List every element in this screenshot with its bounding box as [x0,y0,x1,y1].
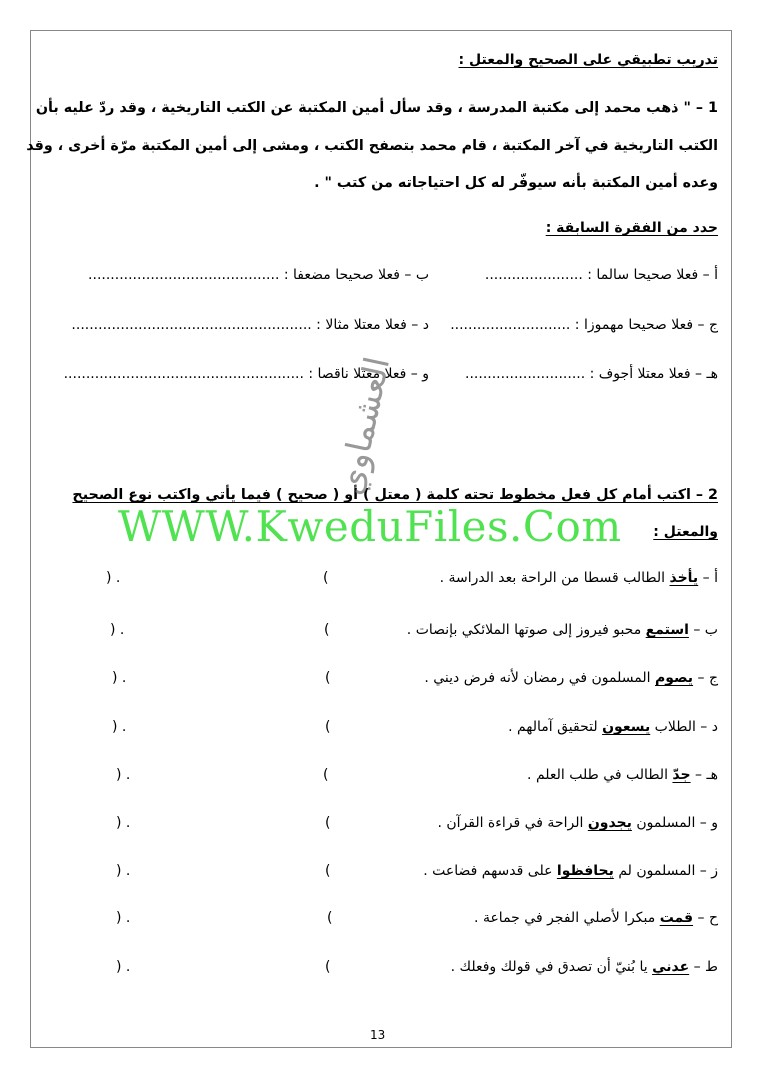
paragraph-line-2: الكتب التاريخية في آخر المكتبة ، قام محمد بتصفح الكتب ، ومشى إلى أمين المكتبة مرّة أخرى ، وقد [26,138,718,154]
blank-a: أ – فعلا صحيحا سالما : ...................... [484,267,718,283]
blank-f: و – فعلا معتلا ناقصا : ...................................................... [63,366,429,382]
paragraph-line-1: 1 – " ذهب محمد إلى مكتبة المدرسة ، وقد سأل أمين المكتبة عن الكتب التاريخية ، وقد ردّ عليه بأن [35,100,718,116]
answer-paren-close: ) . [110,622,125,638]
item-text: المسلمون في رمضان لأنه فرض ديني . [424,670,655,686]
item-text: لتحقيق آمالهم . [508,719,603,735]
blank-c: ج – فعلا صحيحا مهموزا : ........................... [450,317,718,333]
list-item [451,957,718,977]
item-verb: قمت [659,910,694,926]
item-verb: يأخذ [669,570,699,586]
blank-b: ب – فعلا صحيحا مضعفا : ........................................... [88,267,429,283]
answer-paren-close: ) . [112,670,127,686]
answer-paren-open: ( [325,719,331,735]
answer-paren-open: ( [323,767,329,783]
item-verb: يصوم [654,670,694,686]
answer-paren-open: ( [325,959,331,975]
list-item [508,717,718,737]
watermark-site: WWW.KweduFiles.Com [118,502,622,551]
answer-paren-close: ) . [116,959,131,975]
item-prefix: ط – [689,959,718,975]
answer-paren-open: ( [324,622,330,638]
q2-heading-line-2: والمعتل : [653,524,718,540]
item-verb: يحافظوا [556,863,614,879]
item-text: الراحة في قراءة القرآن . [437,815,588,831]
item-verb: استمع [645,622,689,638]
answer-paren-close: ) . [116,815,131,831]
watermark-name: العشماوي [330,353,399,499]
item-text: على قدسهم فضاعت . [423,863,557,879]
answer-paren-close: ) . [116,863,131,879]
item-text: الطالب قسطا من الراحة بعد الدراسة . [439,570,670,586]
item-text: محبو فيروز إلى صوتها الملائكي بإنصات . [406,622,646,638]
item-prefix: ح – [693,910,718,926]
instruction-heading: حدد من الفقرة السابقة : [545,220,718,236]
list-item [440,568,718,588]
item-prefix: د – الطلاب [650,719,718,735]
item-verb: عدني [652,959,690,975]
answer-paren-open: ( [325,863,331,879]
item-prefix: أ – [698,570,718,586]
list-item [474,908,718,928]
item-text: مبكرا لأصلي الفجر في جماعة . [474,910,660,926]
item-prefix: و – المسلمون [631,815,718,831]
blank-e: هـ – فعلا معتلا أجوف : ........................... [465,366,718,382]
item-verb: يسعون [602,719,651,735]
answer-paren-close: ) . [116,767,131,783]
list-item [407,620,718,640]
answer-paren-close: ) . [116,910,131,926]
page-number: 13 [370,1028,386,1042]
item-verb: جدّ [672,767,691,783]
list-item [527,765,718,785]
answer-paren-open: ( [323,570,329,586]
answer-paren-open: ( [327,910,333,926]
item-prefix: هـ – [690,767,718,783]
list-item [424,668,718,688]
list-item [437,813,718,833]
blank-d: د – فعلا معتلا مثالا : ...................................................... [71,317,429,333]
item-text: يا بُنيّ أن تصدق في قولك وفعلك . [450,959,653,975]
answer-paren-open: ( [325,670,331,686]
q2-heading-line-1: 2 – اكتب أمام كل فعل مخطوط تحته كلمة ( معتل ) أو ( صحيح ) فيما يأتي واكتب نوع الصحيح [72,487,718,503]
list-item [423,861,718,881]
answer-paren-close: ) . [112,719,127,735]
paragraph-line-3: وعده أمين المكتبة بأنه سيوفّر له كل احتياجاته من كتب " . [314,175,718,191]
item-prefix: ج – [693,670,718,686]
item-prefix: ز – المسلمون لم [613,863,718,879]
item-text: الطالب في طلب العلم . [527,767,673,783]
answer-paren-close: ) . [106,570,121,586]
item-prefix: ب – [688,622,718,638]
answer-paren-open: ( [325,815,331,831]
exercise-title: تدريب تطبيقي على الصحيح والمعتل : [458,52,718,68]
item-verb: يجدون [587,815,632,831]
